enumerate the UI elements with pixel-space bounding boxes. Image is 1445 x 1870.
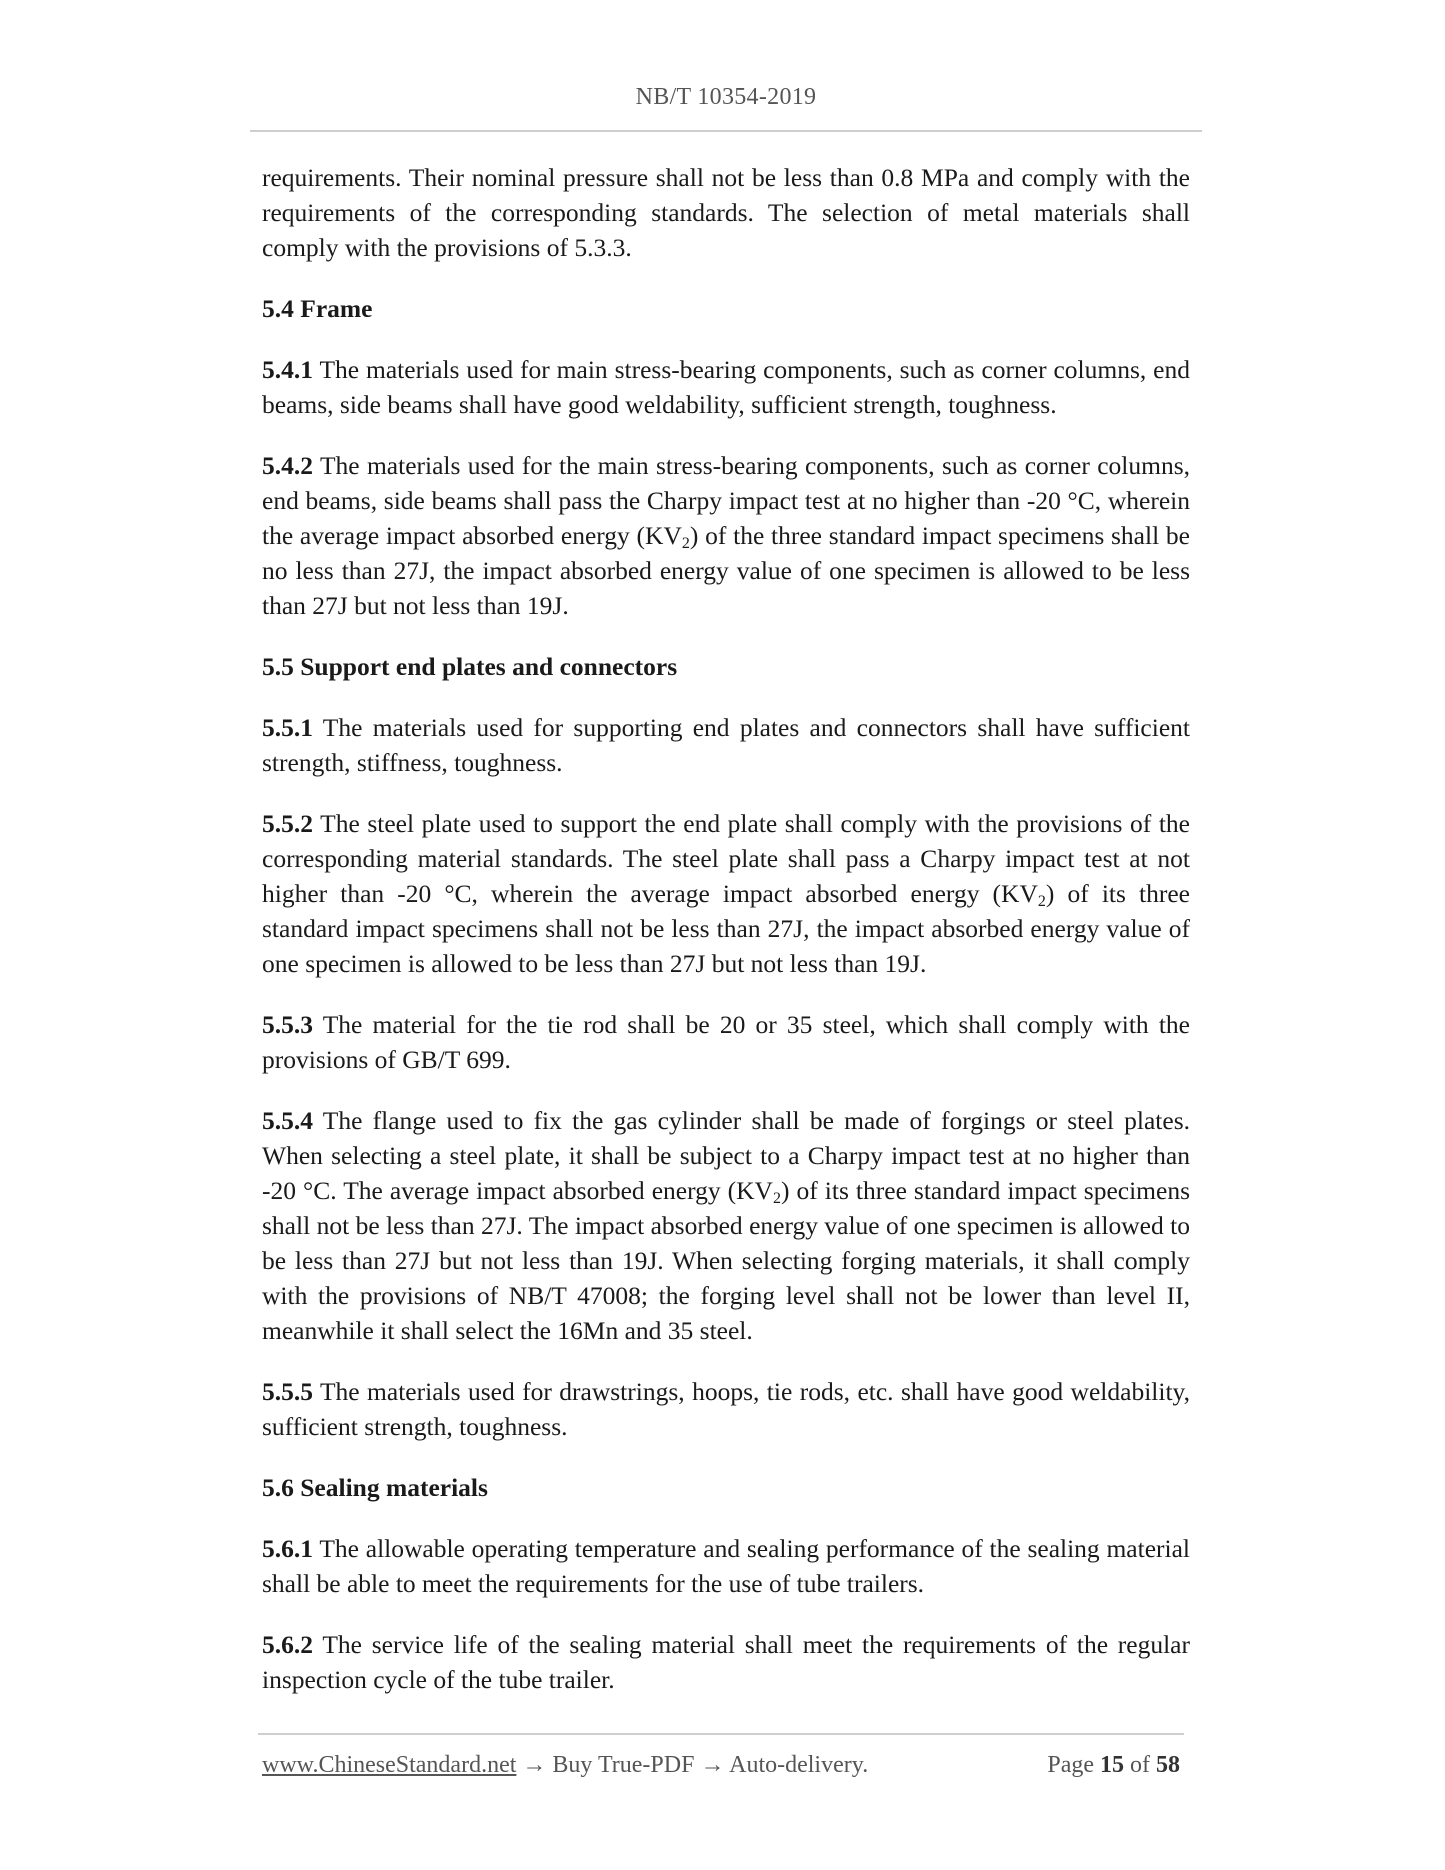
page-header: NB/T 10354-2019 <box>635 84 817 110</box>
clause-text: The materials used for the main stress-bearing components, such as corner columns, end beams, side beams shall pass the Charpy impact test at no higher than -20 °C, wherein the average impact absorbed energy (KV <box>262 451 1190 550</box>
section-heading: 5.5 Support end plates and connectors <box>262 652 678 681</box>
clause-number: 5.4.2 <box>262 451 313 480</box>
clause-paragraph <box>262 1374 1190 1444</box>
clause-number: 5.5.4 <box>262 1106 313 1135</box>
clause-text: The service life of the sealing material shall meet the requirements of the regular inspection cycle of the tube trailer. <box>262 1630 1190 1694</box>
footer-divider <box>258 1733 1184 1735</box>
clause-paragraph <box>262 352 1190 422</box>
clause-text: The material for the tie rod shall be 20 or 35 steel, which shall comply with the provisions of GB/T 699. <box>262 1010 1190 1074</box>
footer-promo: → Buy True-PDF → Auto-delivery. <box>516 1752 869 1778</box>
document-body <box>262 160 1190 1723</box>
section-heading: 5.4 Frame <box>262 294 373 323</box>
clause-paragraph <box>262 1627 1190 1697</box>
section-heading: 5.6 Sealing materials <box>262 1473 488 1502</box>
clause-number: 5.4.1 <box>262 355 313 384</box>
page-footer <box>262 1752 1180 1779</box>
clause-text-continued: ) of the three standard impact specimens shall be no less than 27J, the impact absorbed energy value of one specimen is allowed to be less than 27J but not less than 19J. <box>262 521 1190 620</box>
of-label: of <box>1130 1752 1150 1778</box>
clause-paragraph <box>262 806 1190 981</box>
clause-text: requirements. Their nominal pressure shall not be less than 0.8 MPa and comply with the requirements of the corresponding standards. The selection of metal materials shall comply with the provisions of 5.3.3. <box>262 163 1190 262</box>
page-current: 15 <box>1100 1752 1124 1778</box>
page-total: 58 <box>1156 1752 1180 1778</box>
clause-number: 5.6.2 <box>262 1630 313 1659</box>
site-link[interactable]: www.ChineseStandard.net <box>262 1752 517 1778</box>
clause-paragraph <box>262 710 1190 780</box>
clause-paragraph <box>262 1103 1190 1348</box>
clause-number: 5.5.3 <box>262 1010 313 1039</box>
clause-number: 5.5.1 <box>262 713 313 742</box>
page-indicator <box>1047 1752 1180 1779</box>
clause-paragraph <box>262 448 1190 623</box>
clause-paragraph <box>262 160 1190 265</box>
clause-number: 5.5.5 <box>262 1377 313 1406</box>
clause-paragraph <box>262 1007 1190 1077</box>
subscript: 2 <box>1037 893 1046 910</box>
page-label: Page <box>1047 1752 1094 1778</box>
clause-text: The flange used to fix the gas cylinder shall be made of forgings or steel plates. When selecting a steel plate, it shall be subject to a Charpy impact test at no higher than -20 °C. The average impact absorbed energy (KV <box>262 1106 1191 1205</box>
clause-text: The allowable operating temperature and sealing performance of the sealing material shall be able to meet the requirements for the use of tube trailers. <box>262 1534 1190 1598</box>
clause-text-continued: ) of its three standard impact specimens shall not be less than 27J, the impact absorbed energy value of one specimen is allowed to be less than 27J but not less than 19J. <box>262 879 1190 978</box>
header-divider <box>250 130 1202 132</box>
clause-text: The steel plate used to support the end plate shall comply with the provisions of the corresponding material standards. The steel plate shall pass a Charpy impact test at not higher than -20 °C, wherein the average impact absorbed energy (KV <box>262 809 1191 908</box>
subscript: 2 <box>681 535 690 552</box>
clause-number: 5.6.1 <box>262 1534 313 1563</box>
clause-text: The materials used for main stress-bearing components, such as corner columns, end beams, side beams shall have good weldability, sufficient strength, toughness. <box>262 355 1190 419</box>
clause-text: The materials used for supporting end plates and connectors shall have sufficient strength, stiffness, toughness. <box>262 713 1190 777</box>
clause-text-continued: ) of its three standard impact specimens shall not be less than 27J. The impact absorbed energy value of one specimen is allowed to be less than 27J but not less than 19J. When selecting forging materials, it shall comply with the provisions of NB/T 47008; the forging level shall not be lower than level II, meanwhile it shall select the 16Mn and 35 steel. <box>262 1176 1191 1345</box>
subscript: 2 <box>772 1190 781 1207</box>
clause-text: The materials used for drawstrings, hoops, tie rods, etc. shall have good weldability, sufficient strength, toughness. <box>262 1377 1190 1441</box>
clause-number: 5.5.2 <box>262 809 313 838</box>
clause-paragraph <box>262 1531 1190 1601</box>
